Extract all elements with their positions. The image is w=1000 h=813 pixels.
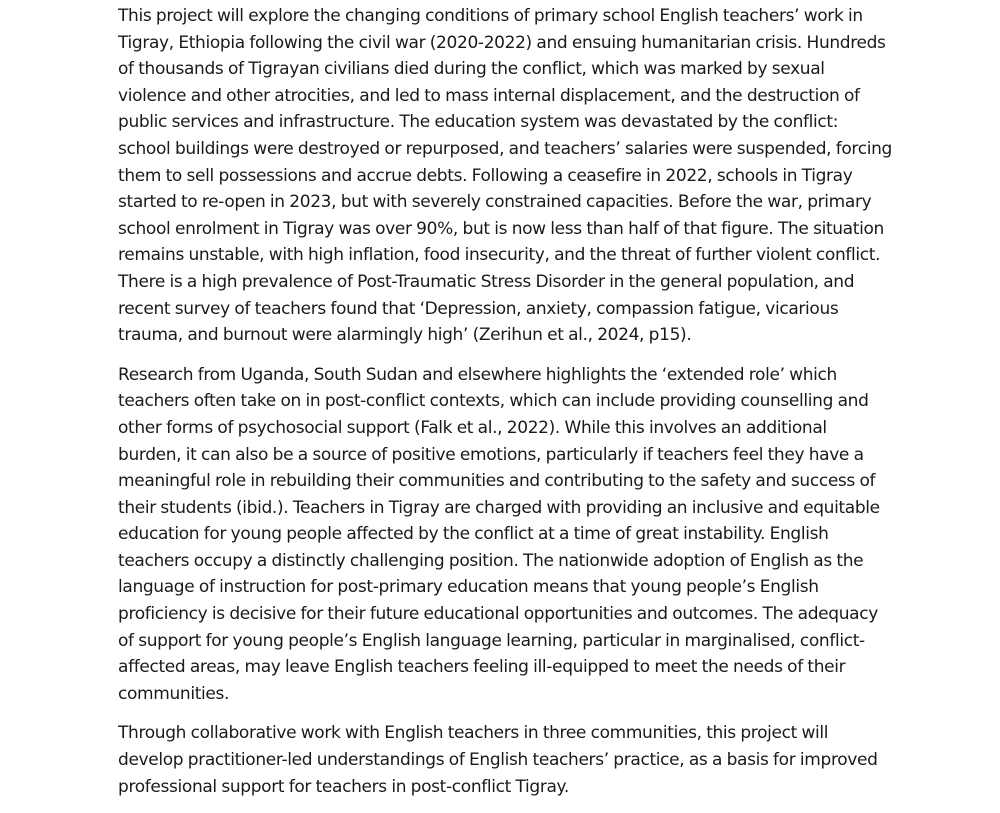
paragraph-project-aim: Through collaborative work with English teachers in three communities, this project will develop practitioner-led understandings of English teachers’ practice, as a basis for improved professional support for teachers in post-conflict Tigray. [118, 723, 878, 797]
paragraph-context: This project will explore the changing conditions of primary school English teachers’ work in Tigray, Ethiopia following the civil war (2020-2022) and ensuing humanitarian crisis. Hundreds of thousands of Tigrayan civilians died during the conflict, which was marked by sexual violence and other atrocities, and led to mass internal displacement, and the destruction of public services and infrastructure. The education system was devastated by the conflict: school buildings were destroyed or repurposed, and teachers’ salaries were suspended, forcing them to sell possessions and accrue debts. Following a ceasefire in 2022, schools in Tigray started to re-open in 2023, but with severely constrained capacities. Before the war, primary school enrolment in Tigray was over 90%, but is now less than half of that figure. The situation remains unstable, with high inflation, food insecurity, and the threat of further violent conflict. There is a high prevalence of Post-Traumatic Stress Disorder in the general population, and recent survey of teachers found that ‘Depression, anxiety, compassion fatigue, vicarious trauma, and burnout were alarmingly high’ (Zerihun et al., 2024, p15). [118, 6, 892, 346]
article-body [118, 3, 893, 813]
paragraph-extended-role: Research from Uganda, South Sudan and elsewhere highlights the ‘extended role’ which teachers often take on in post-conflict contexts, which can include providing counselling and other forms of psychosocial support (Falk et al., 2022). While this involves an additional burden, it can also be a source of positive emotions, particularly if teachers feel they have a meaningful role in rebuilding their communities and contributing to the safety and success of their students (ibid.). Teachers in Tigray are charged with providing an inclusive and equitable education for young people affected by the conflict at a time of great instability. English teachers occupy a distinctly challenging position. The nationwide adoption of English as the language of instruction for post-primary education means that young people’s English proficiency is decisive for their future educational opportunities and outcomes. The adequacy of support for young people’s English language learning, particular in marginalised, conflict-affected areas, may leave English teachers feeling ill-equipped to meet the needs of their communities. [118, 364, 880, 704]
